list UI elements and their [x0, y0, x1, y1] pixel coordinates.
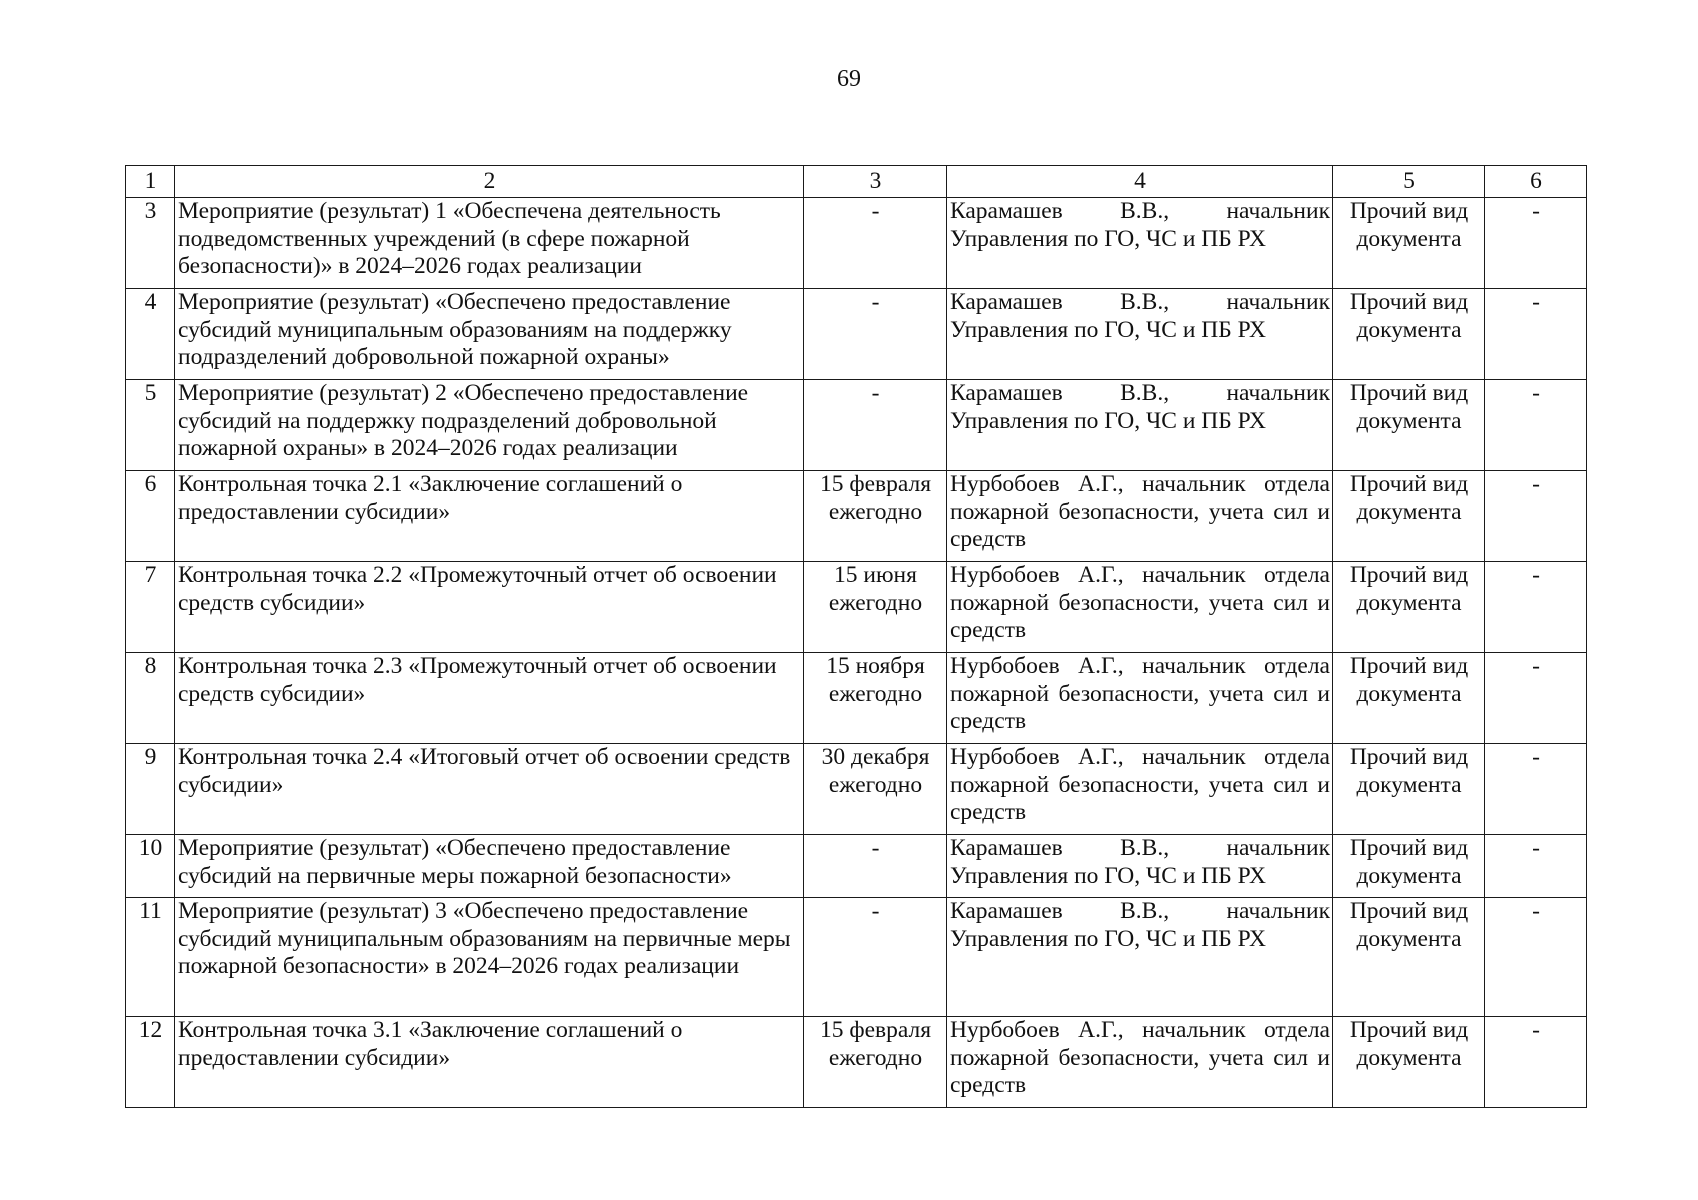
deadline: -: [804, 198, 947, 289]
event-name: Контрольная точка 2.1 «Заключение соглашений о предоставлении субсидии»: [175, 471, 804, 562]
document-type: Прочий вид документа: [1333, 653, 1485, 744]
column-6-value: -: [1485, 744, 1587, 835]
responsible-person: Карамашев В.В., начальник Управления по ГО, ЧС и ПБ РХ: [947, 380, 1333, 471]
table-row: [126, 653, 1587, 744]
document-type: Прочий вид документа: [1333, 835, 1485, 898]
event-name: Мероприятие (результат) 3 «Обеспечено предоставление субсидий муниципальным образованиям на первичные меры пожарной безопасности» в 2024–2026 годах реализации: [175, 898, 804, 1017]
responsible-person: Нурбобоев А.Г., начальник отдела пожарной безопасности, учета сил и средств: [947, 562, 1333, 653]
column-number-4: 4: [947, 166, 1333, 198]
column-number-row: [126, 166, 1587, 198]
control-points-table: [125, 165, 1587, 1108]
column-6-value: -: [1485, 380, 1587, 471]
column-6-value: -: [1485, 289, 1587, 380]
row-number: 12: [126, 1017, 175, 1108]
responsible-person: Нурбобоев А.Г., начальник отдела пожарной безопасности, учета сил и средств: [947, 1017, 1333, 1108]
column-number-6: 6: [1485, 166, 1587, 198]
document-type: Прочий вид документа: [1333, 1017, 1485, 1108]
event-name: Мероприятие (результат) «Обеспечено предоставление субсидий на первичные меры пожарной безопасности»: [175, 835, 804, 898]
row-number: 9: [126, 744, 175, 835]
row-number: 3: [126, 198, 175, 289]
column-6-value: -: [1485, 198, 1587, 289]
row-number: 11: [126, 898, 175, 1017]
column-6-value: -: [1485, 898, 1587, 1017]
event-name: Контрольная точка 2.3 «Промежуточный отчет об освоении средств субсидии»: [175, 653, 804, 744]
row-number: 8: [126, 653, 175, 744]
document-type: Прочий вид документа: [1333, 289, 1485, 380]
responsible-person: Нурбобоев А.Г., начальник отдела пожарной безопасности, учета сил и средств: [947, 653, 1333, 744]
column-number-5: 5: [1333, 166, 1485, 198]
responsible-person: Карамашев В.В., начальник Управления по ГО, ЧС и ПБ РХ: [947, 198, 1333, 289]
table-row: [126, 898, 1587, 1017]
document-type: Прочий вид документа: [1333, 198, 1485, 289]
event-name: Мероприятие (результат) 1 «Обеспечена деятельность подведомственных учреждений (в сфере пожарной безопасности)» в 2024–2026 годах реализации: [175, 198, 804, 289]
event-name: Мероприятие (результат) 2 «Обеспечено предоставление субсидий на поддержку подразделений добровольной пожарной охраны» в 2024–2026 годах реализации: [175, 380, 804, 471]
table-row: [126, 562, 1587, 653]
deadline: 15 февраля ежегодно: [804, 1017, 947, 1108]
table-row: [126, 380, 1587, 471]
deadline: 15 февраля ежегодно: [804, 471, 947, 562]
document-type: Прочий вид документа: [1333, 562, 1485, 653]
responsible-person: Карамашев В.В., начальник Управления по ГО, ЧС и ПБ РХ: [947, 898, 1333, 1017]
document-type: Прочий вид документа: [1333, 744, 1485, 835]
table-row: [126, 835, 1587, 898]
table-row: [126, 1017, 1587, 1108]
column-number-3: 3: [804, 166, 947, 198]
table-row: [126, 744, 1587, 835]
document-type: Прочий вид документа: [1333, 380, 1485, 471]
column-6-value: -: [1485, 471, 1587, 562]
row-number: 6: [126, 471, 175, 562]
column-6-value: -: [1485, 562, 1587, 653]
event-name: Контрольная точка 2.4 «Итоговый отчет об освоении средств субсидии»: [175, 744, 804, 835]
responsible-person: Нурбобоев А.Г., начальник отдела пожарной безопасности, учета сил и средств: [947, 471, 1333, 562]
deadline: 30 декабря ежегодно: [804, 744, 947, 835]
column-number-2: 2: [175, 166, 804, 198]
row-number: 10: [126, 835, 175, 898]
column-number-1: 1: [126, 166, 175, 198]
document-type: Прочий вид документа: [1333, 471, 1485, 562]
responsible-person: Карамашев В.В., начальник Управления по ГО, ЧС и ПБ РХ: [947, 835, 1333, 898]
responsible-person: Карамашев В.В., начальник Управления по ГО, ЧС и ПБ РХ: [947, 289, 1333, 380]
row-number: 5: [126, 380, 175, 471]
deadline: -: [804, 289, 947, 380]
event-name: Мероприятие (результат) «Обеспечено предоставление субсидий муниципальным образованиям на поддержку подразделений добровольной пожарной охраны»: [175, 289, 804, 380]
deadline: 15 июня ежегодно: [804, 562, 947, 653]
table-row: [126, 198, 1587, 289]
column-6-value: -: [1485, 1017, 1587, 1108]
event-name: Контрольная точка 2.2 «Промежуточный отчет об освоении средств субсидии»: [175, 562, 804, 653]
deadline: -: [804, 835, 947, 898]
page-number: 69: [837, 66, 861, 92]
row-number: 4: [126, 289, 175, 380]
column-6-value: -: [1485, 653, 1587, 744]
table-row: [126, 289, 1587, 380]
column-6-value: -: [1485, 835, 1587, 898]
table-body: [126, 166, 1587, 1108]
table-row: [126, 471, 1587, 562]
event-name: Контрольная точка 3.1 «Заключение соглашений о предоставлении субсидии»: [175, 1017, 804, 1108]
deadline: -: [804, 380, 947, 471]
responsible-person: Нурбобоев А.Г., начальник отдела пожарной безопасности, учета сил и средств: [947, 744, 1333, 835]
document-type: Прочий вид документа: [1333, 898, 1485, 1017]
deadline: -: [804, 898, 947, 1017]
row-number: 7: [126, 562, 175, 653]
deadline: 15 ноября ежегодно: [804, 653, 947, 744]
